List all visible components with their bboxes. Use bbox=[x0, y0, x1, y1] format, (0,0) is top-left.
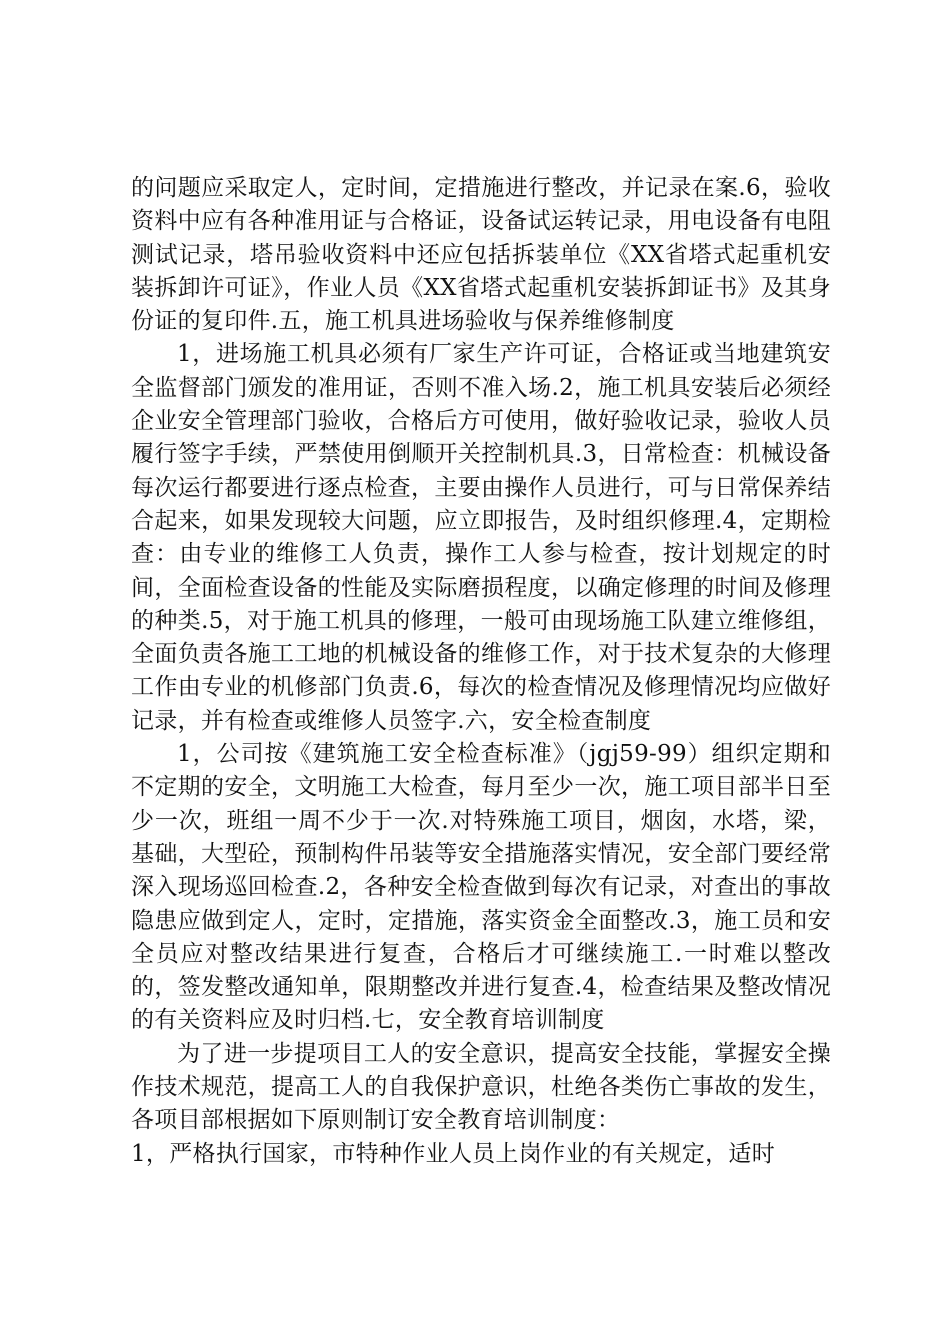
document-body bbox=[131, 172, 831, 1171]
paragraph-5: 1，严格执行国家，市特种作业人员上岗作业的有关规定，适时 bbox=[131, 1140, 776, 1167]
paragraph-3: 1，公司按《建筑施工安全检查标准》（jgj59-99）组织定期和不定期的安全，文明施工大检查，每月至少一次，施工项目部半日至少一次，班组一周不少于一次.对特殊施工项目，烟囱，水塔，梁，基础，大型砼，预制构件吊装等安全措施落实情况，安全部门要经常深入现场巡回检查.2，各种安全检查做到每次有记录，对查出的事故隐患应做到定人，定时，定措施，落实资金全面整改.3，施工员和安全员应对整改结果进行复查，合格后才可继续施工.一时难以整改的，签发整改通知单，限期整改并进行复查.4，检查结果及整改情况的有关资料应及时归档.七，安全教育培训制度 bbox=[131, 741, 831, 1034]
paragraph-1: 的问题应采取定人，定时间，定措施进行整改，并记录在案.6，验收资料中应有各种准用证与合格证，设备试运转记录，用电设备有电阻测试记录，塔吊验收资料中还应包括拆装单位《XX省塔式起重机安装拆卸许可证》，作业人员《XX省塔式起重机安装拆卸证书》及其身份证的复印件.五，施工机具进场验收与保养维修制度 bbox=[131, 175, 831, 335]
paragraph-4: 为了进一步提项目工人的安全意识，提高安全技能，掌握安全操作技术规范，提高工人的自我保护意识，杜绝各类伤亡事故的发生，各项目部根据如下原则制订安全教育培训制度： bbox=[131, 1040, 831, 1134]
paragraph-2: 1，进场施工机具必须有厂家生产许可证，合格证或当地建筑安全监督部门颁发的准用证，否则不准入场.2，施工机具安装后必须经企业安全管理部门验收，合格后方可使用，做好验收记录，验收人员履行签字手续，严禁使用倒顺开关控制机具.3，日常检查：机械设备每次运行都要进行逐点检查，主要由操作人员进行，可与日常保养结合起来，如果发现较大问题，应立即报告，及时组织修理.4，定期检查：由专业的维修工人负责，操作工人参与检查，按计划规定的时间，全面检查设备的性能及实际磨损程度，以确定修理的时间及修理的种类.5，对于施工机具的修理，一般可由现场施工队建立维修组，全面负责各施工工地的机械设备的维修工作，对于技术复杂的大修理工作由专业的机修部门负责.6，每次的检查情况及修理情况均应做好记录，并有检查或维修人员签字.六，安全检查制度 bbox=[131, 341, 831, 734]
